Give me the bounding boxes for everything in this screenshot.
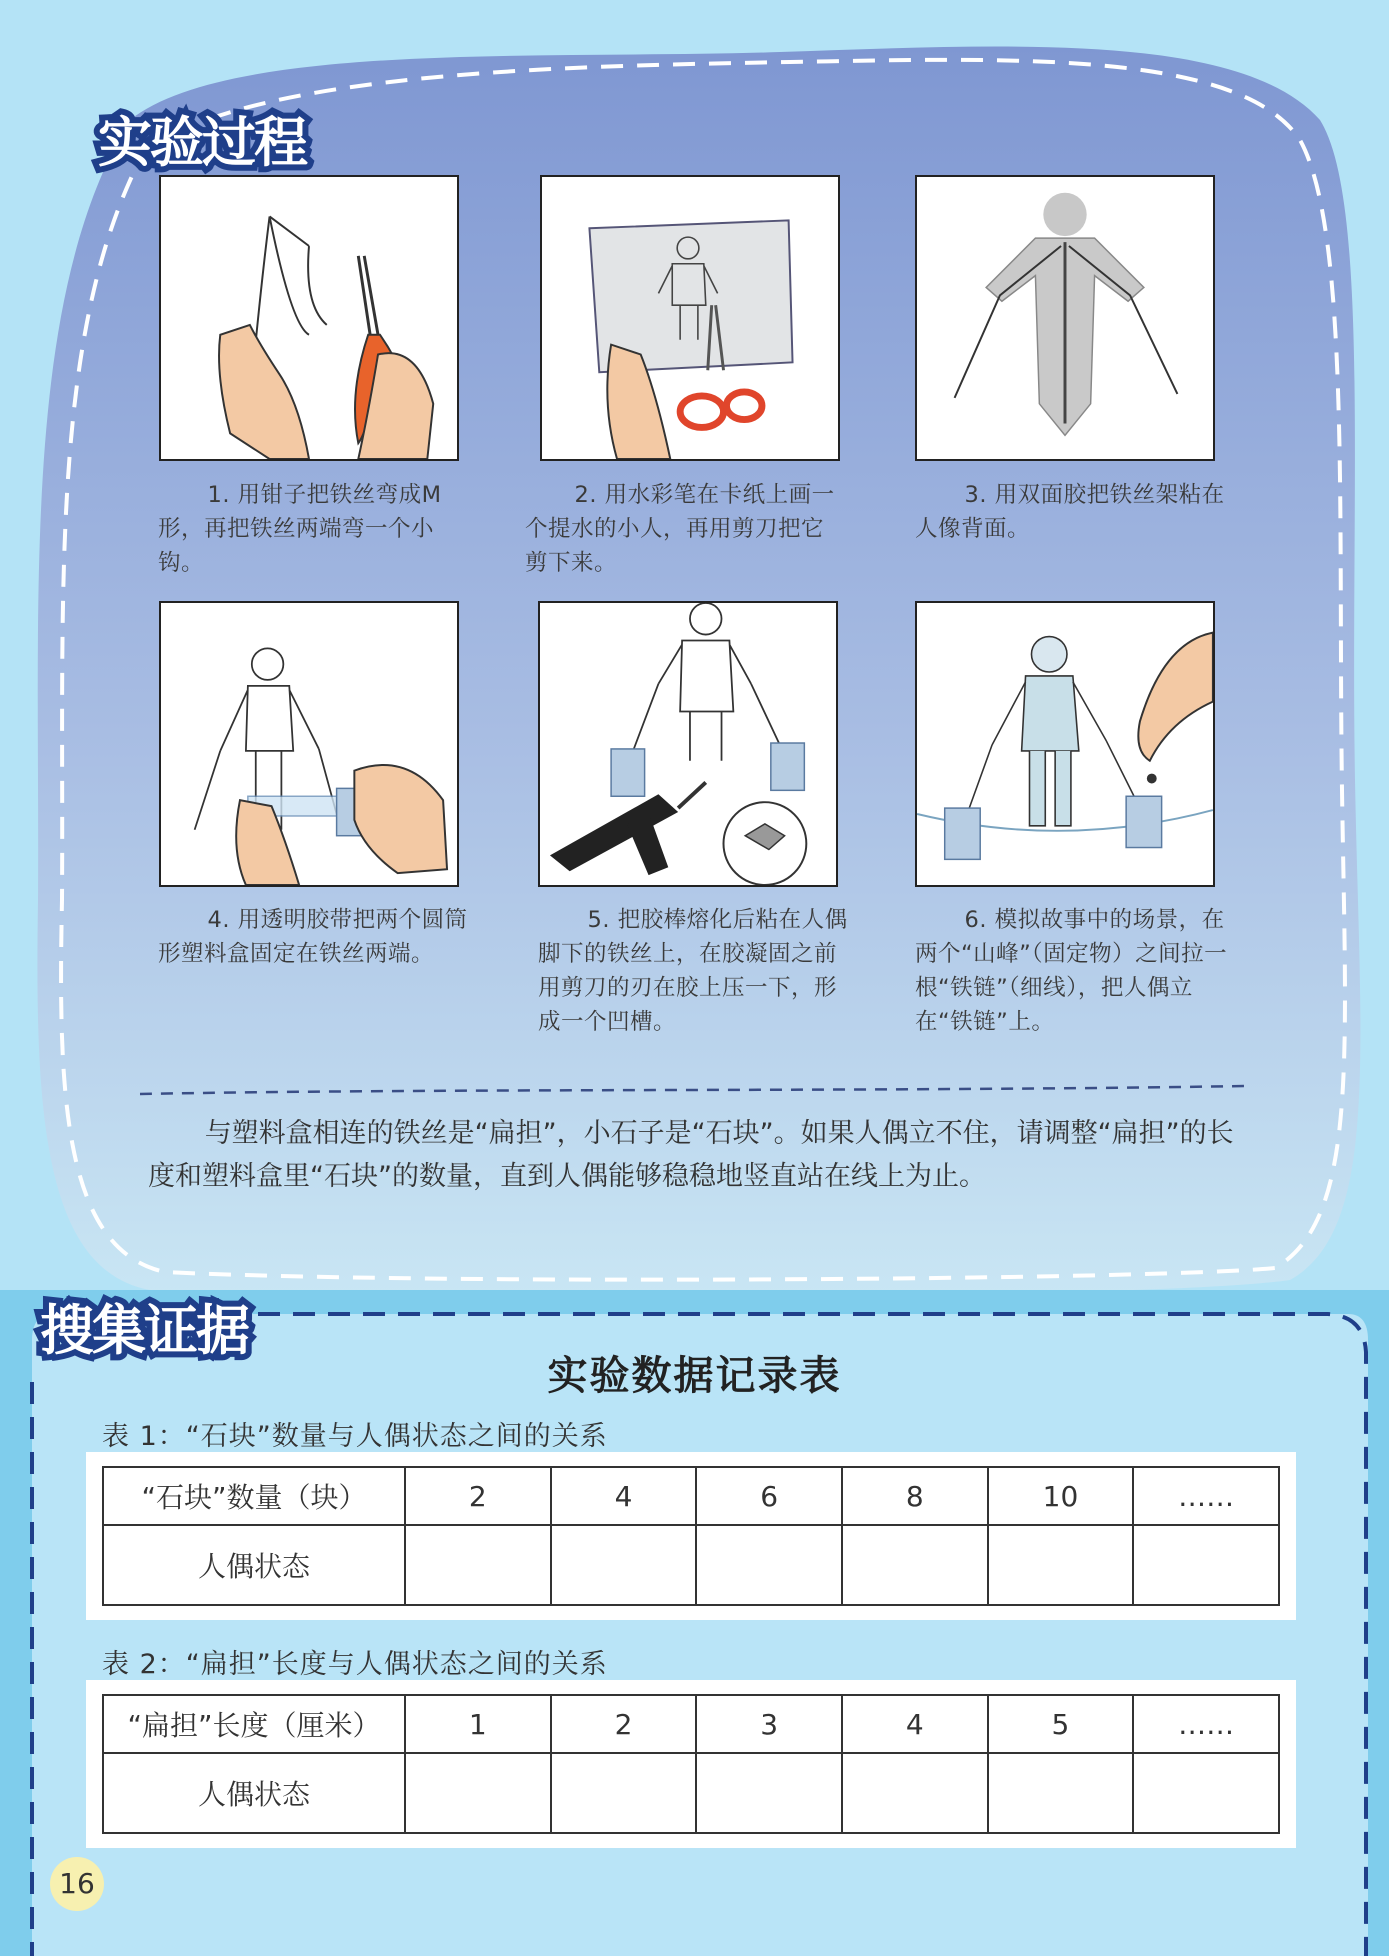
table-1-row-label: 人偶状态 — [103, 1525, 405, 1605]
hand-icon — [1138, 633, 1213, 761]
table-1 — [86, 1452, 1296, 1620]
table-2-header-cell: 1 — [405, 1695, 551, 1753]
table-1-header-cell: 6 — [696, 1467, 842, 1525]
table-2-blank-cell[interactable] — [842, 1753, 988, 1833]
step-2-illustration — [540, 175, 840, 461]
table-1-header-cell: 8 — [842, 1467, 988, 1525]
table-2 — [86, 1680, 1296, 1848]
table-1-header-cell: 10 — [988, 1467, 1134, 1525]
hand-icon — [354, 765, 447, 873]
table-row — [103, 1467, 1279, 1525]
table-2-blank-cell[interactable] — [551, 1753, 697, 1833]
table-1-blank-cell[interactable] — [842, 1525, 988, 1605]
section-heading-evidence: 搜集证据 — [40, 1299, 248, 1362]
table-row — [103, 1525, 1279, 1605]
table-1-header-cell: 4 — [551, 1467, 697, 1525]
process-note: 与塑料盒相连的铁丝是“扁担”，小石子是“石块”。如果人偶立不住，请调整“扁担”的长度和塑料盒里“石块”的数量，直到人偶能够稳稳地竖直站在线上为止。 — [148, 1118, 1234, 1192]
table-1-blank-cell[interactable] — [405, 1525, 551, 1605]
step-2-caption: 2. 用水彩笔在卡纸上画一个提水的小人，再用剪刀把它剪下来。 — [525, 482, 835, 576]
table-1-blank-cell[interactable] — [988, 1525, 1134, 1605]
puppet-icon — [966, 637, 1134, 826]
table-2-blank-cell[interactable] — [988, 1753, 1134, 1833]
table-2-header-cell: …… — [1133, 1695, 1279, 1753]
data-sheet-title: 实验数据记录表 — [547, 1353, 842, 1399]
cup-icon — [945, 796, 1162, 859]
table-2-blank-cell[interactable] — [1133, 1753, 1279, 1833]
table-1-header-cell: “石块”数量（块） — [103, 1467, 405, 1525]
step-1-caption: 1. 用钳子把铁丝弯成M 形，再把铁丝两端弯一个小钩。 — [158, 482, 442, 576]
step-5-illustration — [538, 601, 838, 887]
table-row — [103, 1695, 1279, 1753]
table-1-blank-cell[interactable] — [551, 1525, 697, 1605]
table-1-blank-cell[interactable] — [1133, 1525, 1279, 1605]
evidence-panel — [32, 1314, 1368, 1956]
table-2-header-cell: 3 — [696, 1695, 842, 1753]
table-1-header-cell: 2 — [405, 1467, 551, 1525]
table-2-header-cell: 4 — [842, 1695, 988, 1753]
section-heading-process: 实验过程 — [98, 111, 306, 174]
table-2-header-cell: “扁担”长度（厘米） — [103, 1695, 405, 1753]
step-4-illustration — [159, 601, 459, 887]
table-1-header-cell: …… — [1133, 1467, 1279, 1525]
step-3-caption: 3. 用双面胶把铁丝架粘在人像背面。 — [915, 482, 1225, 542]
step-5-caption: 5. 把胶棒熔化后粘在人偶脚下的铁丝上，在胶凝固之前用剪刀的刃在胶上压一下，形成一个凹槽。 — [538, 907, 848, 1035]
puppet-icon — [631, 603, 783, 761]
step-6-illustration — [915, 601, 1215, 887]
page-number-badge: 16 — [50, 1857, 104, 1911]
pliers-icon — [355, 256, 433, 459]
table-row — [103, 1753, 1279, 1833]
table-1-label: 表 1：“石块”数量与人偶状态之间的关系 — [102, 1421, 608, 1452]
cup-icon — [611, 743, 804, 796]
step-4-caption: 4. 用透明胶带把两个圆筒形塑料盒固定在铁丝两端。 — [158, 907, 468, 967]
table-1-blank-cell[interactable] — [696, 1525, 842, 1605]
step-6-caption: 6. 模拟故事中的场景，在两个“山峰”（固定物）之间拉一根“铁链”（细线），把人偶立在“铁链”上。 — [915, 907, 1228, 1035]
table-2-header-cell: 5 — [988, 1695, 1134, 1753]
table-2-blank-cell[interactable] — [405, 1753, 551, 1833]
table-2-header-cell: 2 — [551, 1695, 697, 1753]
step-1-illustration — [159, 175, 459, 461]
table-2-label: 表 2：“扁担”长度与人偶状态之间的关系 — [102, 1649, 608, 1680]
step-3-illustration — [915, 175, 1215, 461]
puppet-icon — [986, 193, 1144, 436]
table-2-blank-cell[interactable] — [696, 1753, 842, 1833]
table-2-row-label: 人偶状态 — [103, 1753, 405, 1833]
hand-icon — [219, 325, 309, 459]
